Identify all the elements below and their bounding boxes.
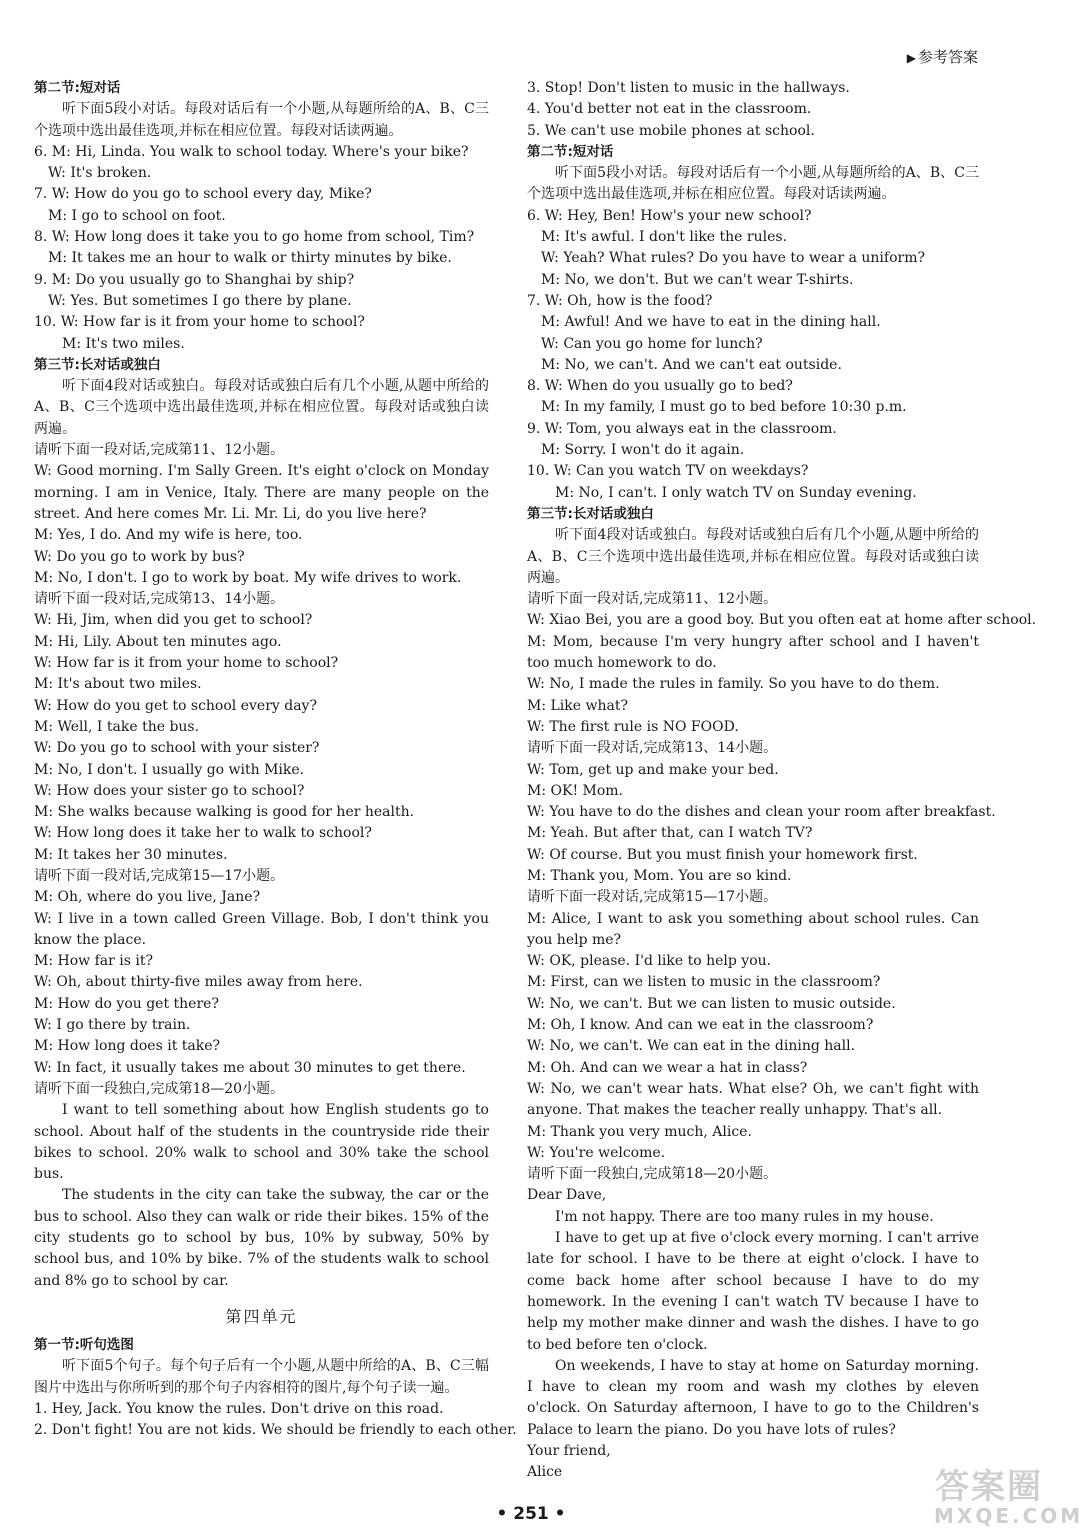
text-line: W: Yeah? What rules? Do you have to wear a uniform? <box>541 250 925 267</box>
text-line: M: It's about two miles. <box>34 676 202 693</box>
text-line: 8. W: How long does it take you to go home from school, Tim? <box>34 229 475 246</box>
section-heading: 第三节:长对话或独白 <box>527 505 654 522</box>
text-line: M: Like what? <box>527 697 628 714</box>
section-header <box>907 46 978 67</box>
text-line: W: Tom, get up and make your bed. <box>527 761 779 778</box>
text-line: M: Oh. And can we wear a hat in class? <box>527 1059 808 1076</box>
text-line: W: How do you get to school every day? <box>34 697 317 714</box>
text-line: 3. Stop! Don't listen to music in the hallways. <box>527 80 850 96</box>
text-line: 2. Don't fight! You are not kids. We should be friendly to each other. <box>34 1422 517 1439</box>
text-line: W: In fact, it usually takes me about 30 minutes to get there. <box>34 1059 466 1076</box>
text-line: M: How do you get there? <box>34 995 219 1012</box>
watermark-main: 答案圈 <box>935 1467 1043 1507</box>
text-line: 请听下面一段对话,完成第15—17小题。 <box>527 889 778 906</box>
text-line: 7. W: Oh, how is the food? <box>527 292 713 309</box>
text-line: W: Good morning. I'm Sally Green. It's eight o'clock on Monday morning. I am in Venice, Italy. There are many people on the street. And here comes Mr. Li. Mr. Li, do you live here? <box>34 463 489 522</box>
text-line: 请听下面一段对话,完成第11、12小题。 <box>34 442 285 459</box>
text-line: M: Oh, where do you live, Jane? <box>34 889 261 906</box>
text-line: On weekends, I have to stay at home on Saturday morning. I have to clean my room and wash my clothes by eleven o'clock. On Saturday afternoon, I have to go to the Children's Palace to learn the piano. Do you have lots of rules? <box>527 1357 979 1438</box>
text-line: M: It's two miles. <box>62 335 185 352</box>
text-line: 请听下面一段对话,完成第15—17小题。 <box>34 867 285 884</box>
section-heading: 第二节:短对话 <box>527 143 614 160</box>
text-line: 4. You'd better not eat in the classroom. <box>527 101 812 118</box>
text-line: 6. M: Hi, Linda. You walk to school today. Where's your bike? <box>34 143 469 160</box>
text-line: M: Thank you, Mom. You are so kind. <box>527 867 792 884</box>
text-line: W: OK, please. I'd like to help you. <box>527 953 772 970</box>
text-line: W: Do you go to work by bus? <box>34 548 245 565</box>
text-line: M: No, we don't. But we can't wear T-shirts. <box>541 271 854 288</box>
section-heading: 第一节:听句选图 <box>34 1336 134 1353</box>
text-line: M: Thank you very much, Alice. <box>527 1123 752 1140</box>
text-line: W: How far is it from your home to school? <box>34 655 339 672</box>
text-line: W: I go there by train. <box>34 1017 191 1034</box>
header-label: 参考答案 <box>917 48 978 66</box>
watermark <box>934 1467 1083 1528</box>
text-line: W: Hi, Jim, when did you get to school? <box>34 612 313 629</box>
text-line: W: No, I made the rules in family. So you have to do them. <box>527 676 940 693</box>
text-line: W: You're welcome. <box>527 1144 666 1161</box>
text-line: M: OK! Mom. <box>527 782 624 799</box>
text-line: M: No, I don't. I go to work by boat. My wife drives to work. <box>34 569 462 586</box>
text-line: W: You have to do the dishes and clean your room after breakfast. <box>527 804 996 821</box>
text-line: W: Can you go home for lunch? <box>541 335 763 352</box>
text-line: 听下面4段对话或独白。每段对话或独白后有几个小题,从题中所给的A、B、C三个选项中选出最佳选项,并标在相应位置。每段对话或独白读两遍。 <box>527 527 979 586</box>
text-line: M: Awful! And we have to eat in the dining hall. <box>541 314 881 331</box>
text-line: M: It takes me an hour to walk or thirty minutes by bike. <box>48 250 452 267</box>
section-heading: 第三节:长对话或独白 <box>34 356 161 373</box>
triangle-icon: ▶ <box>906 51 916 65</box>
text-line: W: How does your sister go to school? <box>34 782 305 799</box>
text-line: 1. Hey, Jack. You know the rules. Don't drive on this road. <box>34 1400 444 1417</box>
left-column <box>34 78 517 1441</box>
text-line: Dear Dave, <box>527 1187 607 1204</box>
text-line: M: Oh, I know. And can we eat in the classroom? <box>527 1017 874 1034</box>
text-line: I have to get up at five o'clock every morning. I can't arrive late for school. I have to be there at eight o'clock. I have to come back home after school because I have to do my homework. In the evening I can't watch TV because I have to help my mother make dinner and wash the dishes. I have to go to bed before ten o'clock. <box>527 1230 979 1353</box>
text-line: I'm not happy. There are too many rules in my house. <box>555 1208 934 1225</box>
text-line: W: Yes. But sometimes I go there by plane. <box>48 292 352 309</box>
text-line: W: Do you go to school with your sister? <box>34 740 320 757</box>
text-line: M: How long does it take? <box>34 1038 221 1055</box>
text-line: 请听下面一段独白,完成第18—20小题。 <box>527 1166 778 1183</box>
text-line: 请听下面一段对话,完成第11、12小题。 <box>527 591 778 608</box>
text-line: M: Sorry. I won't do it again. <box>541 442 745 459</box>
text-line: 请听下面一段对话,完成第13、14小题。 <box>527 740 778 757</box>
text-line: The students in the city can take the subway, the car or the bus to school. Also they can walk or ride their bikes. 15% of the city students go to school by bus, 10% by subway, 50% by school bus, and 10% by bike. 7% of the students walk to school and 8% go to school by car. <box>34 1187 489 1289</box>
text-line: 10. W: Can you watch TV on weekdays? <box>527 463 809 480</box>
text-line: M: Hi, Lily. About ten minutes ago. <box>34 633 282 650</box>
text-line: M: She walks because walking is good for her health. <box>34 804 415 821</box>
text-line: 听下面5个句子。每个句子后有一个小题,从题中所给的A、B、C三幅图片中选出与你所听到的那个句子内容相符的图片,每个句子读一遍。 <box>34 1358 489 1396</box>
text-line: M: No, I can't. I only watch TV on Sunday evening. <box>555 484 917 501</box>
text-line: M: I go to school on foot. <box>48 207 226 224</box>
text-line: M: No, we can't. And we can't eat outside. <box>541 356 842 373</box>
text-line: 请听下面一段对话,完成第13、14小题。 <box>34 591 285 608</box>
text-line: M: Yes, I do. And my wife is here, too. <box>34 527 303 544</box>
text-line: 请听下面一段独白,完成第18—20小题。 <box>34 1080 285 1097</box>
text-line: M: In my family, I must go to bed before 10:30 p.m. <box>541 399 907 416</box>
text-line: W: No, we can't. We can eat in the dining hall. <box>527 1038 856 1055</box>
text-line: M: Yeah. But after that, can I watch TV? <box>527 825 813 842</box>
text-line: W: Xiao Bei, you are a good boy. But you often eat at home after school. <box>527 612 1037 629</box>
unit-heading: 第四单元 <box>225 1306 298 1326</box>
text-line: 8. W: When do you usually go to bed? <box>527 378 793 395</box>
text-line: 5. We can't use mobile phones at school. <box>527 122 815 139</box>
text-line: M: Mom, because I'm very hungry after school and I haven't too much homework to do. <box>527 633 979 672</box>
right-column <box>527 78 1037 1484</box>
text-line: M: It takes her 30 minutes. <box>34 846 228 863</box>
text-line: 6. W: Hey, Ben! How's your new school? <box>527 207 812 224</box>
text-line: W: Oh, about thirty-five miles away from here. <box>34 974 363 991</box>
page-number: • 251 • <box>496 1504 566 1524</box>
text-line: 听下面5段小对话。每段对话后有一个小题,从每题所给的A、B、C三个选项中选出最佳选项,并标在相应位置。每段对话读两遍。 <box>527 165 979 203</box>
section-heading: 第二节:短对话 <box>34 80 121 96</box>
text-line: W: It's broken. <box>48 165 152 182</box>
text-line: W: How long does it take her to walk to school? <box>34 825 372 842</box>
text-line: M: Well, I take the bus. <box>34 718 200 735</box>
text-line: 10. W: How far is it from your home to school? <box>34 314 365 331</box>
text-line: Alice <box>527 1464 563 1481</box>
text-line: W: The first rule is NO FOOD. <box>527 718 739 735</box>
text-line: M: No, I don't. I usually go with Mike. <box>34 761 305 778</box>
text-line: I want to tell something about how English students go to school. About half of the students in the countryside ride their bikes to school. 20% walk to school and 30% take the school bus. <box>34 1102 489 1183</box>
text-line: 听下面5段小对话。每段对话后有一个小题,从每题所给的A、B、C三个选项中选出最佳选项,并标在相应位置。每段对话读两遍。 <box>34 101 489 139</box>
text-line: 7. W: How do you go to school every day, Mike? <box>34 186 372 203</box>
text-line: M: Alice, I want to ask you something about school rules. Can you help me? <box>527 910 979 948</box>
watermark-sub: MXQE.COM <box>934 1504 1083 1528</box>
text-line: W: I live in a town called Green Village. Bob, I don't think you know the place. <box>34 910 489 948</box>
text-line: 9. M: Do you usually go to Shanghai by ship? <box>34 271 355 288</box>
text-line: W: No, we can't wear hats. What else? Oh, we can't fight with anyone. That makes the teacher really unhappy. That's all. <box>527 1080 979 1119</box>
text-line: W: Of course. But you must finish your homework first. <box>527 846 918 863</box>
text-line: 听下面4段对话或独白。每段对话或独白后有几个小题,从题中所给的A、B、C三个选项中选出最佳选项,并标在相应位置。每段对话或独白读两遍。 <box>34 378 489 437</box>
text-line: M: How far is it? <box>34 953 153 970</box>
text-line: 9. W: Tom, you always eat in the classroom. <box>527 420 837 437</box>
text-line: W: No, we can't. But we can listen to music outside. <box>527 995 896 1012</box>
text-line: Your friend, <box>527 1443 611 1459</box>
text-line: M: First, can we listen to music in the classroom? <box>527 974 881 991</box>
text-line: M: It's awful. I don't like the rules. <box>541 229 788 246</box>
